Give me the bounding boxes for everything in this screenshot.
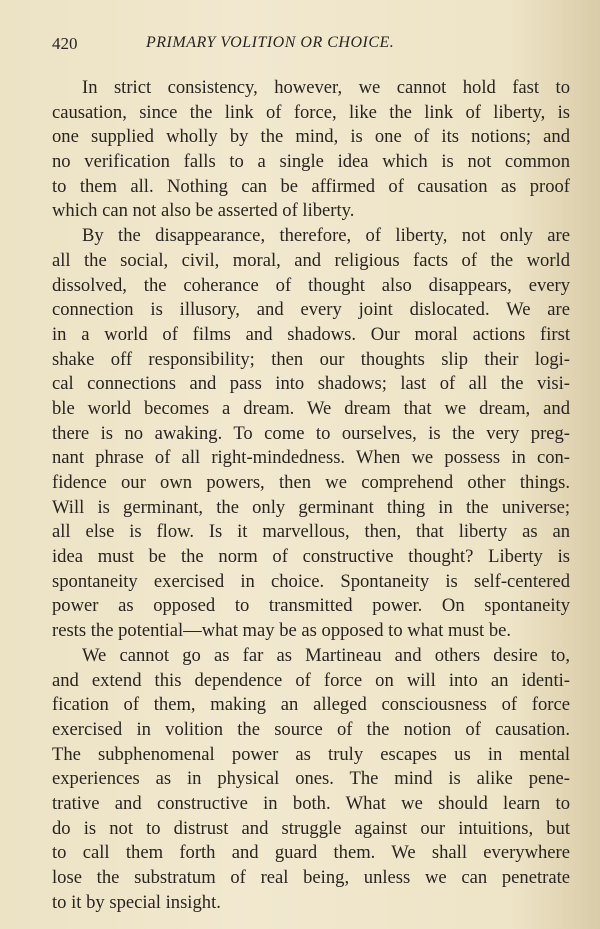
text-line: and extend this dependence of force on will into an identi- — [52, 669, 570, 691]
text-line: do is not to distrust and struggle against our intuitions, but — [52, 817, 570, 839]
text-line: cal connections and pass into shadows; last of all the visi- — [52, 373, 570, 395]
running-title: PRIMARY VOLITION OR CHOICE. — [146, 34, 395, 51]
text-line: to it by special insight. — [52, 891, 221, 913]
text-line: Will is germinant, the only germinant thing in the universe; — [52, 496, 570, 518]
text-line: ble world becomes a dream. We dream that we dream, and — [52, 397, 570, 419]
text-line: spontaneity exercised in choice. Spontaneity is self-centered — [52, 570, 570, 592]
page-body — [52, 76, 570, 915]
page-header — [52, 34, 570, 60]
text-line: exercised in volition the source of the notion of causation. — [52, 718, 570, 740]
paragraph — [52, 76, 570, 224]
text-line: to call them forth and guard them. We shall everywhere — [52, 842, 570, 864]
text-line: rests the potential—what may be as opposed to what must be. — [52, 620, 512, 642]
text-line: there is no awaking. To come to ourselves, is the very preg- — [52, 422, 570, 444]
text-line: By the disappearance, therefore, of liberty, not only are — [82, 225, 570, 247]
text-line: trative and constructive in both. What we should learn to — [52, 792, 570, 814]
text-line: in a world of films and shadows. Our moral actions first — [52, 323, 570, 345]
paragraph — [52, 224, 570, 644]
text-line: causation, since the link of force, like the link of liberty, is — [52, 101, 570, 123]
text-line: The subphenomenal power as truly escapes us in mental — [52, 743, 570, 765]
text-line: to them all. Nothing can be affirmed of causation as proof — [52, 175, 570, 197]
text-line: shake off responsibility; then our thoughts slip their logi- — [52, 348, 570, 370]
text-line: lose the substratum of real being, unless we can penetrate — [52, 867, 570, 888]
text-line: experiences as in physical ones. The mind is alike pene- — [52, 768, 570, 790]
text-line: power as opposed to transmitted power. On spontaneity — [52, 595, 570, 617]
text-line: We cannot go as far as Martineau and others desire to, — [82, 644, 570, 666]
text-line: nant phrase of all right-mindedness. When we possess in con- — [52, 447, 570, 469]
text-line: idea must be the norm of constructive thought? Liberty is — [52, 546, 570, 568]
text-line: fidence our own powers, then we comprehend other things. — [52, 472, 570, 493]
paragraph — [52, 644, 570, 916]
book-page — [52, 34, 570, 915]
text-line: In strict consistency, however, we cannot hold fast to — [82, 77, 570, 98]
text-line: all else is flow. Is it marvellous, then, that liberty as an — [52, 521, 570, 543]
text-line: all the social, civil, moral, and religious facts of the world — [52, 249, 570, 271]
text-line: connection is illusory, and every joint dislocated. We are — [52, 299, 570, 321]
text-line: which can not also be asserted of liberty. — [52, 200, 355, 222]
text-line: no verification falls to a single idea which is not common — [52, 151, 570, 173]
page-number: 420 — [52, 34, 78, 53]
text-line: dissolved, the coherance of thought also disappears, every — [52, 274, 570, 296]
text-line: fication of them, making an alleged consciousness of force — [52, 694, 570, 716]
text-line: one supplied wholly by the mind, is one of its notions; and — [52, 126, 570, 148]
